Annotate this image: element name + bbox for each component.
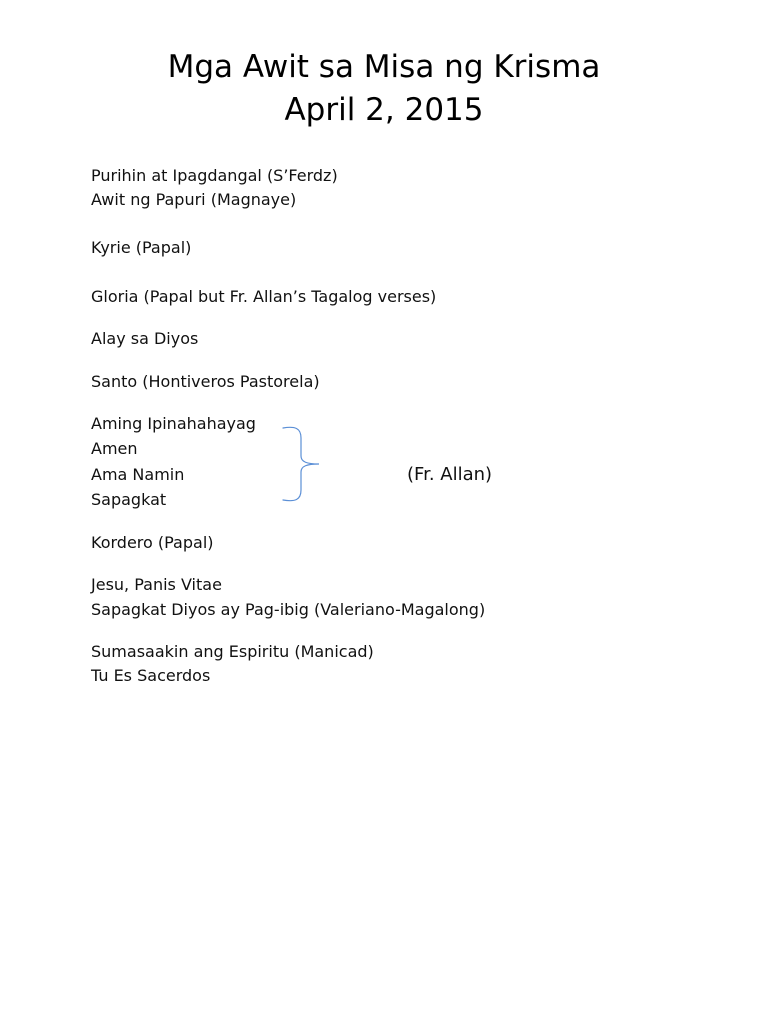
- song-item: Amen: [91, 439, 138, 458]
- song-item: Sumasaakin ang Espiritu (Manicad): [91, 642, 374, 661]
- song-item: Santo (Hontiveros Pastorela): [91, 372, 320, 391]
- song-item: Kordero (Papal): [91, 533, 214, 552]
- document-date: April 2, 2015: [284, 92, 484, 128]
- song-item: Awit ng Papuri (Magnaye): [91, 190, 297, 209]
- song-item: Gloria (Papal but Fr. Allan’s Tagalog verses): [91, 287, 437, 306]
- song-item: Kyrie (Papal): [91, 238, 192, 257]
- group-note: (Fr. Allan): [407, 464, 493, 485]
- song-item: Tu Es Sacerdos: [91, 666, 211, 685]
- right-brace-icon: [281, 424, 323, 504]
- song-item: Purihin at Ipagdangal (S’Ferdz): [91, 166, 338, 185]
- document-title: Mga Awit sa Misa ng Krisma: [167, 49, 601, 85]
- song-item: Alay sa Diyos: [91, 329, 199, 348]
- song-item: Aming Ipinahahayag: [91, 414, 256, 433]
- song-item: Ama Namin: [91, 465, 185, 484]
- song-item: Sapagkat: [91, 490, 167, 509]
- song-item: Jesu, Panis Vitae: [91, 575, 222, 594]
- song-item: Sapagkat Diyos ay Pag-ibig (Valeriano-Magalong): [91, 600, 486, 619]
